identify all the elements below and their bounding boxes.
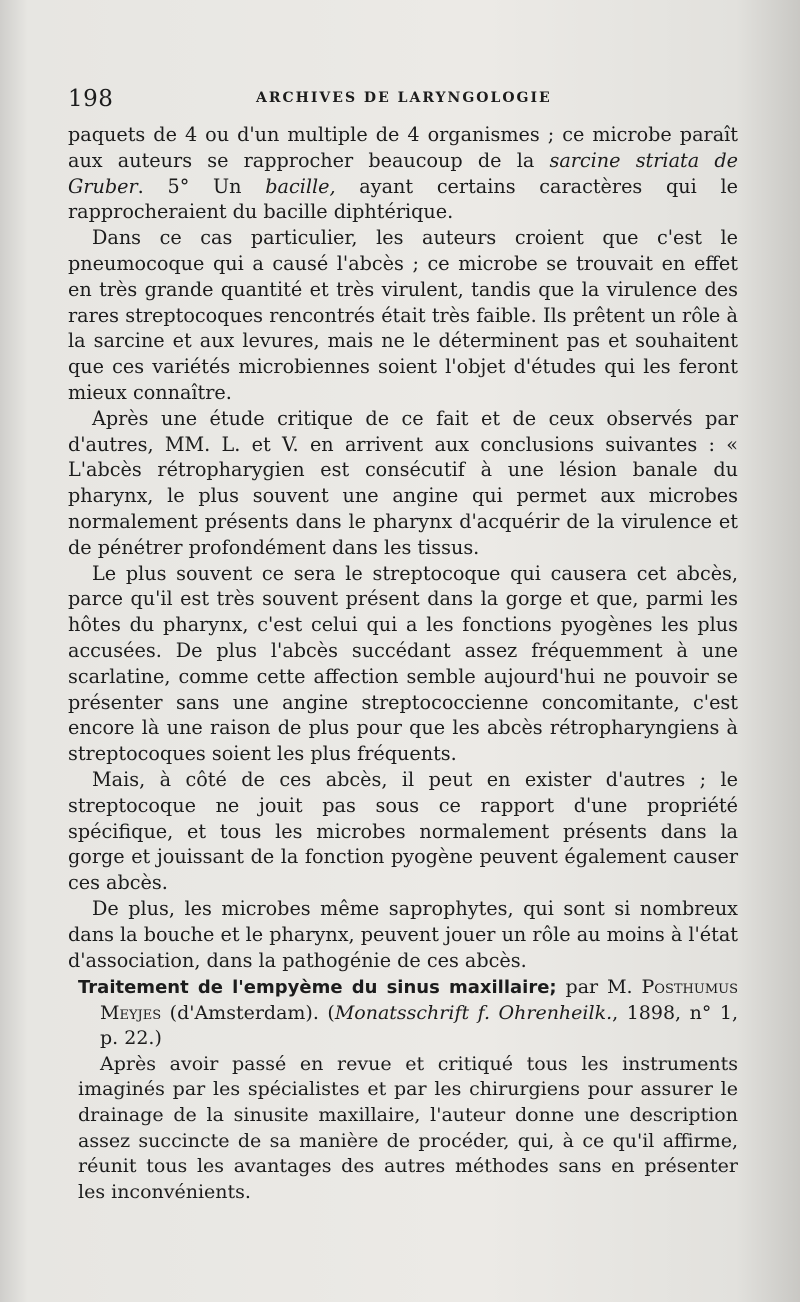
body-paragraph <box>68 122 738 225</box>
italic-term: sarcine striata de Gruber <box>68 148 738 198</box>
article-affiliation: (d'Amsterdam). ( <box>161 1001 335 1024</box>
body-paragraph <box>68 767 738 896</box>
text-run: Après une étude critique de ce fait et de ceux observés par d'autres, MM. L. et V. en arrivent aux conclusions suivantes : « L'abcès rétropharygien est consécutif à une lésion banale du pharynx, le plus souvent une angine qui permet aux microbes normalement présents dans le pharynx d'acquérir de la virulence et de pénétrer profondément dans les tissus. <box>68 406 738 559</box>
running-head: ARCHIVES DE LARYNGOLOGIE <box>256 90 552 106</box>
body-paragraph <box>68 561 738 767</box>
text-run: Le plus souvent ce sera le streptocoque qui causera cet abcès, parce qu'il est très souvent présent dans la gorge et que, parmi les hôtes du pharynx, c'est celui qui a les fonctions pyogènes les plus accusées. De plus l'abcès succédant assez fréquemment à une scarlatine, comme cette affection semble aujourd'hui ne pouvoir se présenter sans une angine streptococcienne concomitante, c'est encore là une raison de plus pour que les abcès rétropharyngiens à streptocoques soient les plus fréquents. <box>68 561 738 766</box>
text-run: Dans ce cas particulier, les auteurs croient que c'est le pneumocoque qui a causé l'abcès ; ce microbe se trouvait en effet en très grande quantité et très virulent, tandis que la virulence des rares streptocoques rencontrés était très faible. Ils prêtent un rôle à la sarcine et aux levures, mais ne le déterminent pas et souhaitent que ces variétés microbiennes soient l'objet d'études qui les feront mieux connaître. <box>68 226 738 404</box>
article-citation: , 1898, n° 1, p. 22.) <box>100 1001 738 1050</box>
body-text <box>68 122 738 973</box>
article-by: par M. <box>556 976 642 998</box>
article-author: Posthumus Meyjes <box>100 976 738 1024</box>
text-run: Mais, à côté de ces abcès, il peut en exister d'autres ; le streptocoque ne jouit pas sous ce rapport d'une propriété spécifique, et tous les microbes normalement présents dans la gorge et jouissant de la fonction pyogène peuvent également causer ces abcès. <box>68 767 738 895</box>
article-heading <box>78 975 738 1052</box>
page-number: 198 <box>68 86 114 112</box>
text-run: paquets de 4 ou d'un multiple de 4 organismes ; ce microbe paraît aux auteurs se rapprocher beaucoup de la <box>68 123 738 172</box>
italic-term: bacille, <box>265 174 336 198</box>
body-paragraph <box>68 896 738 973</box>
text-run: . 5° Un <box>137 174 266 198</box>
article-body: Après avoir passé en revue et critiqué tous les instruments imaginés par les spécialistes et par les chirurgiens pour assurer le drainage de la sinusite maxillaire, l'auteur donne une description assez succincte de sa manière de procéder, qui, à ce qu'il affirme, réunit tous les avantages des autres méthodes sans en présenter les inconvénients. <box>78 1052 738 1203</box>
article-journal: Monatsschrift f. Ohrenheilk. <box>334 1001 613 1024</box>
text-run: ayant certains caractères qui le rapprocheraient du bacille diphtérique. <box>68 174 738 224</box>
text-run: De plus, les microbes même saprophytes, qui sont si nombreux dans la bouche et le pharynx, peuvent jouer un rôle au moins à l'état d'association, dans la pathogénie de ces abcès. <box>68 896 738 972</box>
page-header <box>68 86 738 116</box>
body-paragraph <box>68 406 738 561</box>
article-title: Traitement de l'empyème du sinus maxillaire; <box>78 977 557 998</box>
article-entry <box>78 975 738 1205</box>
body-paragraph <box>68 225 738 406</box>
